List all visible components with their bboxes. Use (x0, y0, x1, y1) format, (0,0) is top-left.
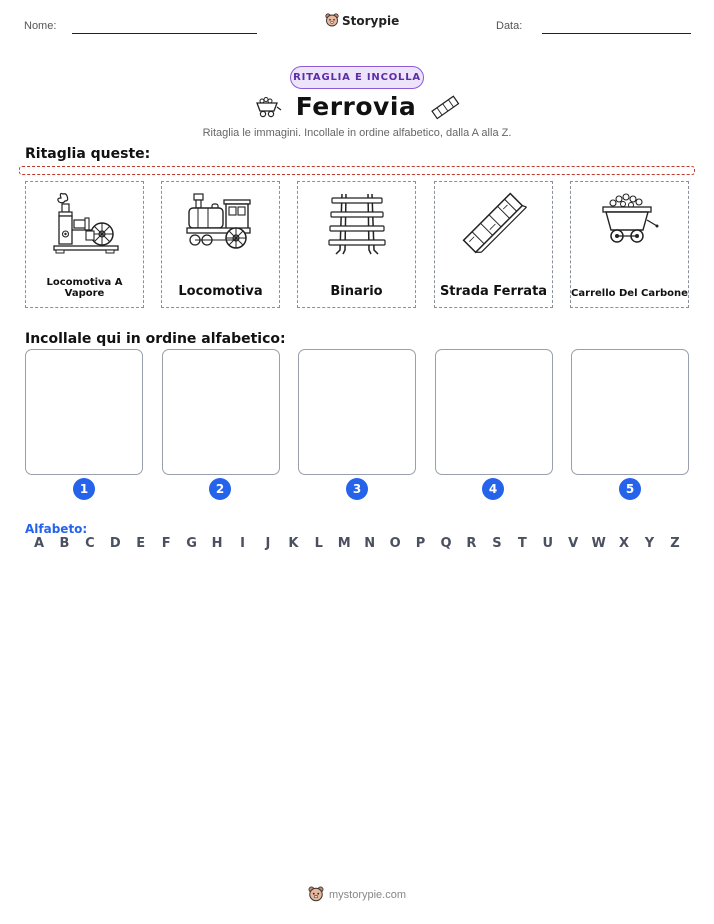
position-number: 3 (346, 478, 368, 500)
logo-text: Storypie (342, 13, 400, 28)
date-line[interactable] (542, 33, 691, 34)
paste-box[interactable] (571, 349, 689, 475)
cut-card[interactable] (434, 181, 553, 308)
alphabet-letter: T (517, 536, 527, 551)
cut-card[interactable] (161, 181, 280, 308)
alphabet-letter: Z (670, 536, 680, 551)
alphabet-letter: M (337, 536, 351, 551)
alphabet-title: Alfabeto: (25, 522, 88, 536)
footer (0, 886, 714, 903)
alphabet-letter: Y (644, 536, 655, 551)
alphabet-letter: W (591, 536, 606, 551)
paste-box[interactable] (25, 349, 143, 475)
cut-line (19, 166, 695, 175)
card-label: Strada Ferrata (439, 284, 548, 299)
alphabet-letter: H (211, 536, 223, 551)
name-line[interactable] (72, 33, 257, 34)
alphabet-letter: O (389, 536, 401, 551)
alphabet-letter: E (136, 536, 146, 551)
card-label: Locomotiva A Vapore (46, 277, 123, 299)
card-label: Locomotiva (178, 284, 263, 299)
storypie-logo (325, 13, 399, 28)
alphabet-letter: A (33, 536, 45, 551)
bear-logo-icon (308, 886, 324, 903)
alphabet-letter: X (619, 536, 630, 551)
paste-box[interactable] (435, 349, 553, 475)
alphabet-letter: K (288, 536, 299, 551)
activity-badge: RITAGLIA E INCOLLA (290, 66, 424, 89)
alphabet-letter: U (542, 536, 554, 551)
alphabet-letter: F (161, 536, 171, 551)
alphabet-letter: N (364, 536, 376, 551)
cut-heading: Ritaglia queste: (25, 146, 151, 162)
alphabet-letter: S (492, 536, 502, 551)
name-label: Nome: (24, 20, 57, 32)
coal-cart-icon (254, 95, 282, 119)
title-row (0, 92, 714, 121)
position-number: 1 (73, 478, 95, 500)
page-title: Ferrovia (295, 92, 417, 121)
alphabet-letter: G (186, 536, 197, 551)
coal-cart-icon (595, 190, 665, 262)
paste-box[interactable] (162, 349, 280, 475)
rail-track-icon (322, 190, 392, 262)
position-number: 4 (482, 478, 504, 500)
alphabet-letter: B (59, 536, 70, 551)
alphabet-letter: J (265, 536, 271, 551)
alphabet-letter: I (240, 536, 245, 551)
alphabet-letter: L (314, 536, 323, 551)
position-number: 5 (619, 478, 641, 500)
alphabet-letter: V (568, 536, 579, 551)
cut-card[interactable] (297, 181, 416, 308)
bear-logo-icon (325, 13, 339, 28)
cut-card[interactable] (570, 181, 689, 308)
instructions: Ritaglia le immagini. Incollale in ordine alfabetico, dalla A alla Z. (202, 127, 512, 139)
alphabet-letter: D (109, 536, 121, 551)
paste-heading: Incollale qui in ordine alfabetico: (25, 331, 286, 347)
card-label: Binario (330, 284, 383, 299)
paste-box[interactable] (298, 349, 416, 475)
railroad-plank-icon (430, 94, 460, 120)
locomotive-icon (186, 190, 256, 262)
footer-url[interactable]: mystorypie.com (328, 888, 407, 901)
alphabet-row (25, 536, 689, 551)
date-label: Data: (496, 20, 523, 32)
alphabet-letter: P (415, 536, 426, 551)
card-label: Carrello Del Carbone (571, 288, 688, 299)
steam-engine-icon (50, 190, 120, 262)
railroad-plank-icon (459, 190, 529, 262)
cut-card[interactable] (25, 181, 144, 308)
alphabet-letter: R (466, 536, 477, 551)
alphabet-letter: Q (440, 536, 452, 551)
position-number: 2 (209, 478, 231, 500)
alphabet-letter: C (85, 536, 95, 551)
